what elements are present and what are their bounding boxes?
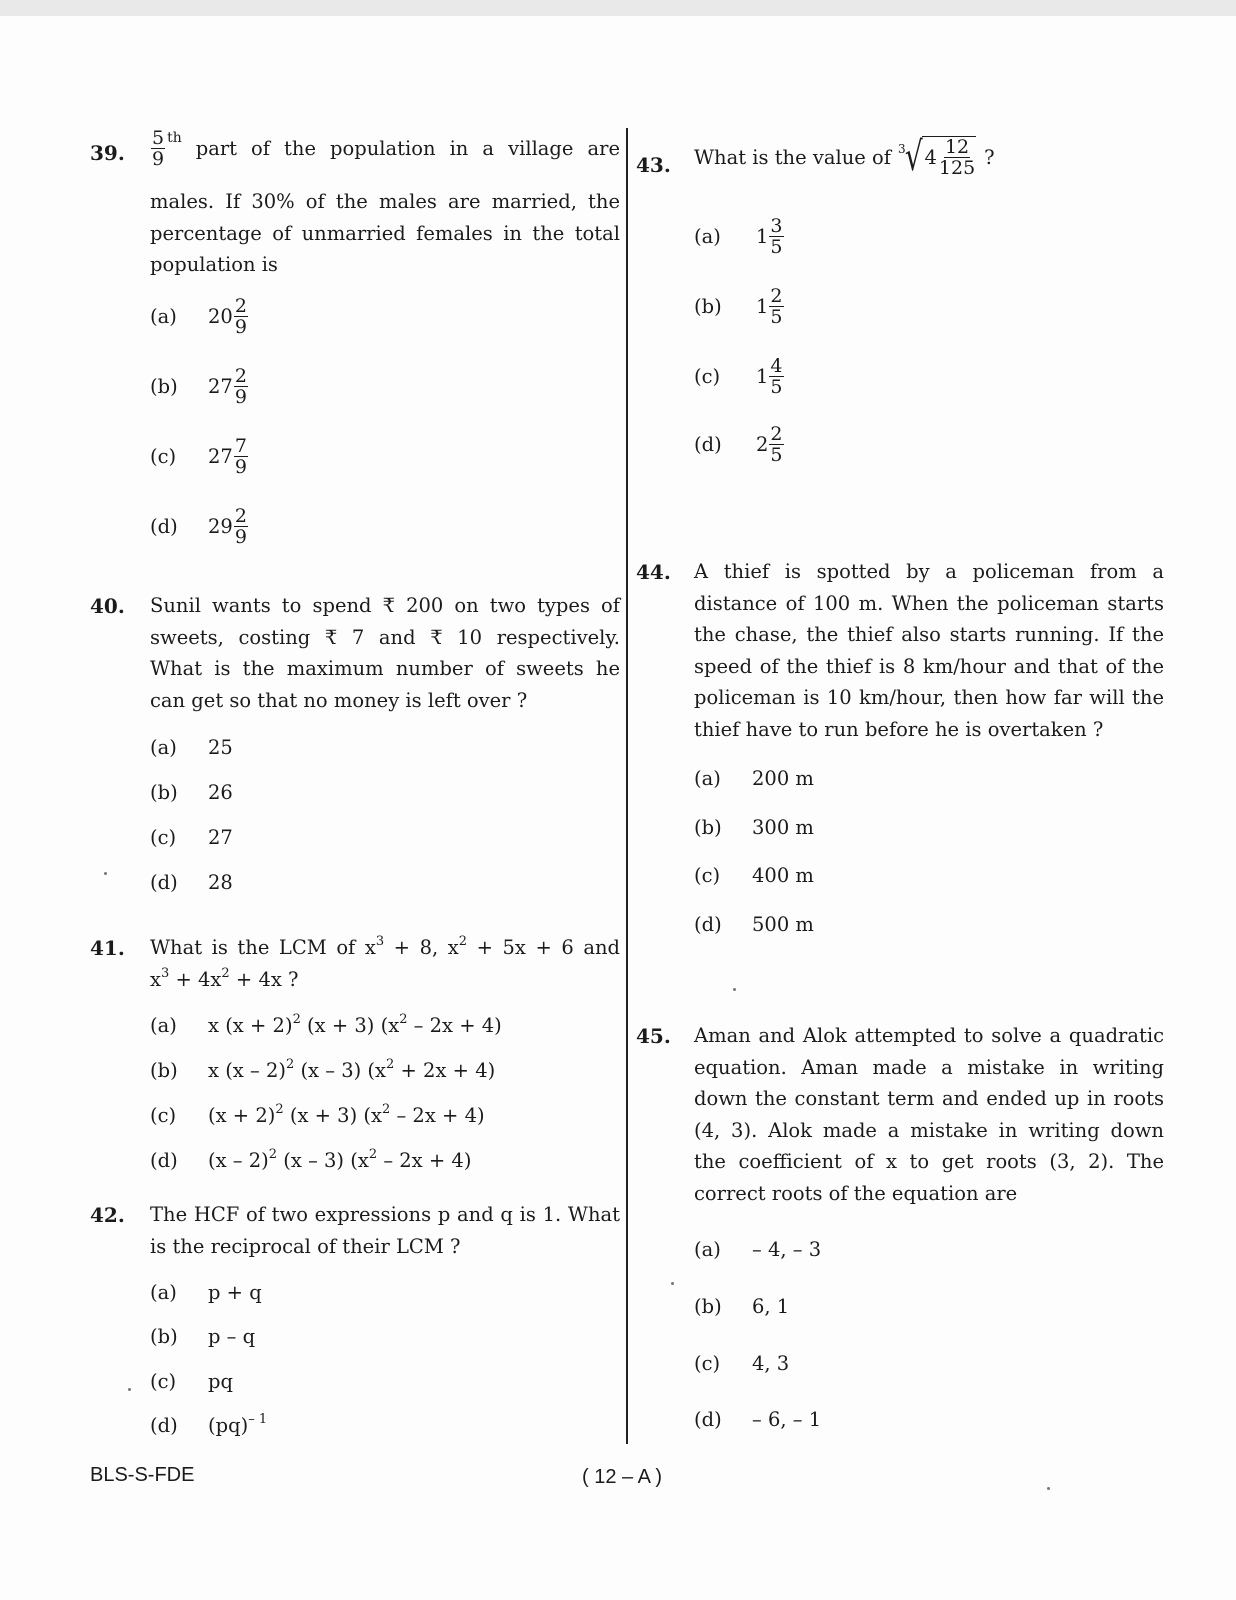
question-stem: What is the value of 3 √ 4 $\frac{12}{125}$ ? <box>694 134 995 180</box>
mixed-number: 1 $\frac{4}{5}$ <box>756 355 783 398</box>
question-number: 43. <box>636 153 671 177</box>
question-number: 41. <box>90 936 125 960</box>
question-number: 45. <box>636 1024 671 1048</box>
option-b[interactable]: (b) 27 $\frac{2}{9}$ <box>150 365 247 408</box>
stem-text: part of the population in a village are <box>195 137 620 160</box>
question-number: 44. <box>636 560 671 584</box>
option-b[interactable]: (b) 300 m <box>694 816 814 839</box>
option-d[interactable]: (d) – 6, – 1 <box>694 1408 822 1431</box>
option-a[interactable]: (a) 20 $\frac{2}{9}$ <box>150 295 247 338</box>
fraction: $\frac{5}{9}$ <box>152 127 165 170</box>
scan-speck <box>128 1388 131 1391</box>
option-b[interactable]: (b) 26 <box>150 781 233 804</box>
scan-speck <box>1047 1487 1050 1490</box>
mixed-number: 1 $\frac{2}{5}$ <box>756 285 783 328</box>
option-d[interactable]: (d) (x – 2)$^2$ (x – 3) $(x^2 - 2x + 4)$ <box>150 1147 472 1172</box>
scan-speck <box>104 872 107 875</box>
option-d[interactable]: (d) 28 <box>150 871 233 894</box>
mixed-number: 27 $\frac{2}{9}$ <box>208 365 247 408</box>
mixed-number: 29 $\frac{2}{9}$ <box>208 505 247 548</box>
question-stem: What is the LCM of $x^3 + 8$, $x^2 + 5x + 6$ and $x^3 + 4x^2 + 4x$ ? <box>150 934 620 991</box>
option-a[interactable]: (a) 1 $\frac{3}{5}$ <box>694 215 783 258</box>
option-c[interactable]: (c) pq <box>150 1370 233 1393</box>
mixed-number: 1 $\frac{3}{5}$ <box>756 215 783 258</box>
question-stem: Aman and Alok attempted to solve a quadratic equation. Aman made a mistake in writing down the constant term and ended up in roots (4, 3). Alok made a mistake in writing down the coefficient of x to get roots (3, 2). The correct roots of the equation are <box>694 1024 1164 1205</box>
mixed-number: 27 $\frac{7}{9}$ <box>208 435 247 478</box>
column-divider <box>626 128 628 1444</box>
option-b[interactable]: (b) 6, 1 <box>694 1295 790 1318</box>
question-stem-line <box>150 128 620 169</box>
question-number: 42. <box>90 1203 125 1227</box>
question-stem: males. If 30% of the males are married, the percentage of unmarried females in the total population is <box>150 190 620 276</box>
option-d[interactable]: (d) (pq)$^{- 1}$ <box>150 1412 268 1437</box>
scan-top-band <box>0 0 1236 16</box>
paper-code: BLS-S-FDE <box>90 1464 195 1486</box>
question-stem: The HCF of two expressions p and q is 1. What is the reciprocal of their LCM ? <box>150 1203 620 1258</box>
question-stem: A thief is spotted by a policeman from a distance of 100 m. When the policeman starts the chase, the thief also starts running. If the speed of the thief is 8 km/hour and that of the policeman is 10 km/hour, then how far will the thief have to run before he is overtaken ? <box>694 560 1164 741</box>
option-a[interactable]: (a) 200 m <box>694 767 814 790</box>
option-c[interactable]: (c) 27 <box>150 826 233 849</box>
option-d[interactable]: (d) 2 $\frac{2}{5}$ <box>694 423 783 466</box>
option-c[interactable]: (c) 400 m <box>694 864 814 887</box>
option-a[interactable]: (a) p + q <box>150 1281 262 1304</box>
scan-speck <box>733 988 736 991</box>
option-d[interactable]: (d) 500 m <box>694 913 814 936</box>
option-c[interactable]: (c) 4, 3 <box>694 1352 790 1375</box>
option-c[interactable]: (c) 1 $\frac{4}{5}$ <box>694 355 783 398</box>
option-a[interactable]: (a) – 4, – 3 <box>694 1238 822 1261</box>
scan-speck <box>671 1282 674 1285</box>
superscript: th <box>167 130 182 146</box>
mixed-number: 20 $\frac{2}{9}$ <box>208 295 247 338</box>
option-a[interactable]: (a) x $(x + 2)^2$ (x + 3) $(x^2 - 2x + 4)$ <box>150 1012 502 1037</box>
question-number: 39. <box>90 141 125 165</box>
option-b[interactable]: (b) p – q <box>150 1325 256 1348</box>
option-b[interactable]: (b) x (x – 2)$^2$ (x – 3) $(x^2 + 2x + 4)$ <box>150 1057 496 1082</box>
option-b[interactable]: (b) 1 $\frac{2}{5}$ <box>694 285 783 328</box>
page-number: ( 12 – A ) <box>582 1466 663 1488</box>
cube-root: 3 √ 4 $\frac{12}{125}$ <box>897 134 976 180</box>
option-c[interactable]: (c) $(x + 2)^2$ (x + 3) $(x^2 - 2x + 4)$ <box>150 1102 485 1127</box>
option-a[interactable]: (a) 25 <box>150 736 233 759</box>
question-stem: Sunil wants to spend ₹ 200 on two types of sweets, costing ₹ 7 and ₹ 10 respectively. What is the maximum number of sweets he can get so that no money is left over ? <box>150 594 620 712</box>
option-c[interactable]: (c) 27 $\frac{7}{9}$ <box>150 435 247 478</box>
option-d[interactable]: (d) 29 $\frac{2}{9}$ <box>150 505 247 548</box>
mixed-number: 2 $\frac{2}{5}$ <box>756 423 783 466</box>
question-number: 40. <box>90 594 125 618</box>
